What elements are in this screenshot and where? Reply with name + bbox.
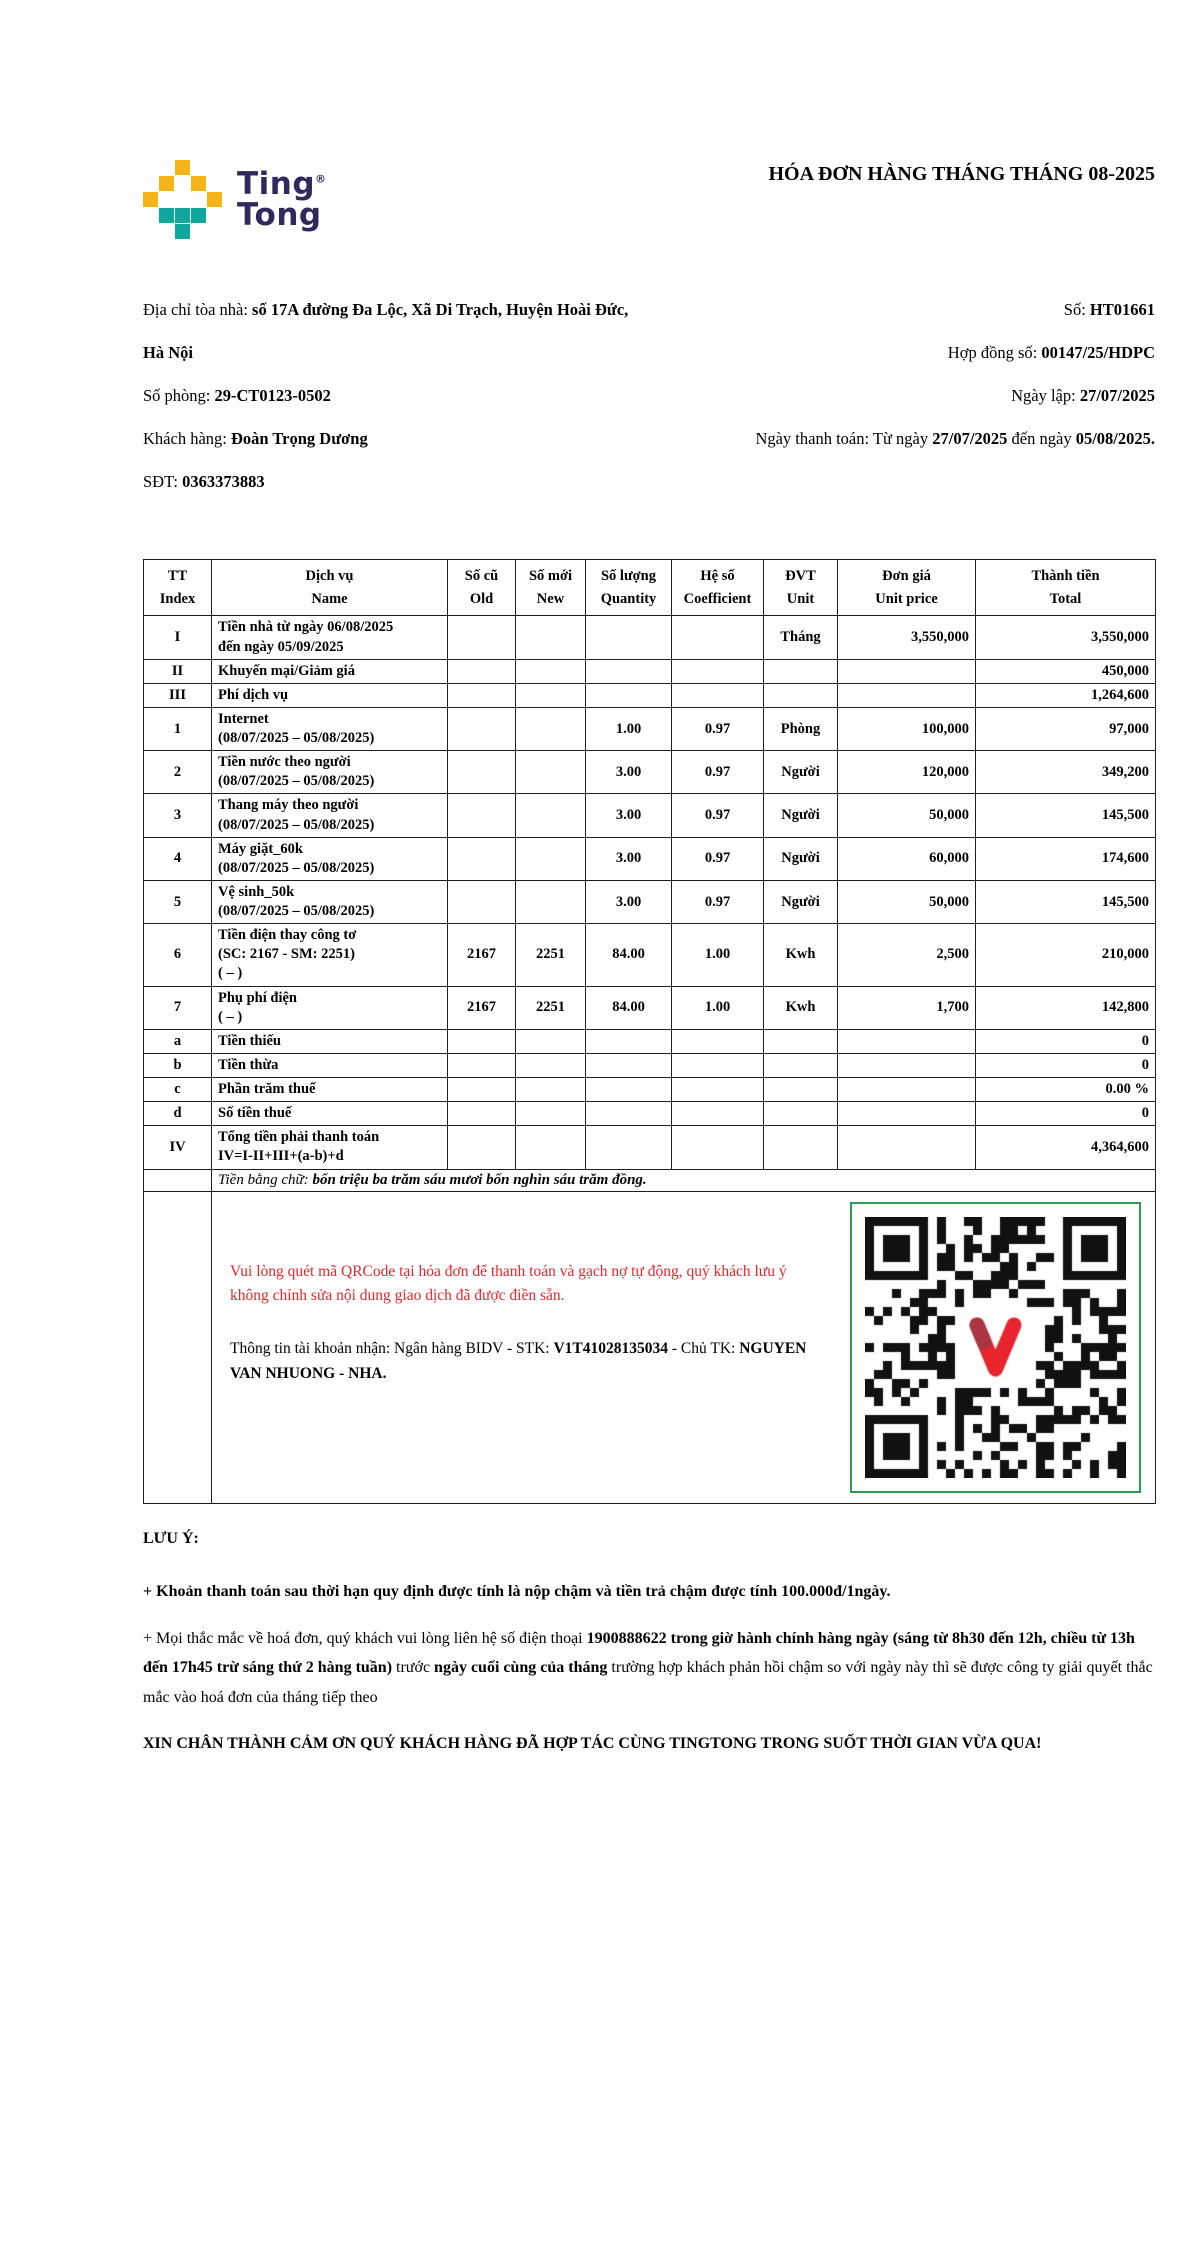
- cell-new: [516, 837, 586, 880]
- text-segment: Hợp đồng số:: [947, 342, 1042, 362]
- qr-code-box: [850, 1202, 1141, 1493]
- service-name-line: Tiền nước theo người: [218, 754, 351, 771]
- cell-coef: [672, 1126, 764, 1169]
- cell-price: [838, 1126, 976, 1169]
- text-segment: Đoàn Trọng Dương: [230, 428, 368, 448]
- cell-name: [212, 1102, 448, 1126]
- cell-tt: I: [144, 616, 212, 659]
- cell-coef: [672, 1078, 764, 1102]
- column-header-line: Số mới: [528, 568, 573, 585]
- service-name-line: Vệ sinh_50k: [218, 883, 295, 900]
- cell-unit: Kwh: [764, 924, 838, 986]
- text-segment: 05/08/2025.: [1075, 428, 1155, 448]
- invoice-table: [143, 559, 1156, 1503]
- cell-new: [516, 1053, 586, 1077]
- cell-unit: Người: [764, 880, 838, 923]
- cell-qty: 3.00: [586, 794, 672, 837]
- service-name-line: (08/07/2025 – 05/08/2025): [218, 730, 375, 747]
- cell-name: [212, 683, 448, 707]
- cell-new: [516, 794, 586, 837]
- cell-unit: [764, 683, 838, 707]
- column-header-0: [144, 560, 212, 616]
- info-left: [143, 289, 643, 503]
- payment-cell: [212, 1191, 1156, 1503]
- cell-unit: Kwh: [764, 986, 838, 1029]
- cell-qty: 3.00: [586, 880, 672, 923]
- cell-price: [838, 1029, 976, 1053]
- text-segment: 0363373883: [182, 471, 265, 491]
- column-header-line: Quantity: [600, 590, 657, 607]
- cell-price: 50,000: [838, 880, 976, 923]
- cell-unit: Người: [764, 837, 838, 880]
- table-row-c: [144, 1078, 1156, 1102]
- logo-pixel: [159, 208, 174, 223]
- text-segment: Ngày lập:: [1011, 385, 1080, 405]
- table-row-5: [144, 880, 1156, 923]
- note-thanks: XIN CHÂN THÀNH CẢM ƠN QUÝ KHÁCH HÀNG ĐÃ HỢP TÁC CÙNG TINGTONG TRONG SUỐT THỜI GIAN VỪA QUA!: [143, 1735, 1042, 1753]
- cell-qty: [586, 1053, 672, 1077]
- cell-new: [516, 1078, 586, 1102]
- header: [143, 150, 1155, 239]
- table-row-IV: [144, 1126, 1156, 1169]
- tingtong-logo-icon: [143, 160, 222, 239]
- payment-text: [230, 1202, 810, 1387]
- contract-number: [695, 332, 1155, 375]
- cell-tt: 7: [144, 986, 212, 1029]
- column-header-line: Unit price: [875, 590, 938, 607]
- logo-word-tong: Tong: [237, 196, 322, 233]
- cell-price: [838, 1053, 976, 1077]
- service-name-line: (08/07/2025 – 05/08/2025): [218, 816, 375, 833]
- building-address: [143, 289, 643, 375]
- cell-total: 0.00 %: [976, 1078, 1156, 1102]
- cell-unit: [764, 1053, 838, 1077]
- cell-old: [448, 707, 516, 750]
- cell-unit: Người: [764, 751, 838, 794]
- text-segment: 1900888622 trong giờ hành chính hàng ngày (sáng từ 8h30 đến 12h, chiều từ 13h đến 17h45 trừ sáng thứ 2 hàng tuần): [143, 1629, 1135, 1677]
- cell-qty: [586, 1102, 672, 1126]
- cell-tt-empty: [144, 1169, 212, 1191]
- service-name-line: ( – ): [218, 1008, 243, 1025]
- qr-row: [144, 1191, 1156, 1503]
- service-name-line: Tiền thiếu: [218, 1032, 281, 1049]
- cell-coef: [672, 659, 764, 683]
- logo-pixel: [175, 208, 190, 223]
- cell-name: [212, 1078, 448, 1102]
- cell-new: [516, 616, 586, 659]
- service-name-line: Phần trăm thuế: [218, 1081, 316, 1098]
- table-row-7: [144, 986, 1156, 1029]
- column-header-line: Unit: [786, 590, 815, 607]
- cell-old: [448, 1126, 516, 1169]
- payment-instruction: Vui lòng quét mã QRCode tại hóa đơn để thanh toán và gạch nợ tự động, quý khách lưu ý không chỉnh sửa nội dung giao dịch đã được điền sẵn.: [230, 1262, 787, 1305]
- service-name-line: Tổng tiền phải thanh toán: [218, 1129, 380, 1146]
- cell-coef: [672, 1053, 764, 1077]
- column-header-line: Index: [159, 590, 196, 607]
- cell-old: [448, 616, 516, 659]
- customer-phone: [143, 461, 643, 504]
- cell-old: [448, 683, 516, 707]
- text-segment: trước: [392, 1659, 435, 1677]
- invoice-number: [695, 289, 1155, 332]
- text-segment: đến ngày: [1007, 428, 1076, 448]
- table-body: [144, 616, 1156, 1169]
- text-segment: Khách hàng:: [143, 428, 231, 448]
- cell-price: 60,000: [838, 837, 976, 880]
- cell-unit: Người: [764, 794, 838, 837]
- text-segment: HT01661: [1089, 300, 1155, 319]
- cell-coef: 0.97: [672, 751, 764, 794]
- table-head: [144, 560, 1156, 616]
- column-header-line: Name: [311, 590, 348, 607]
- cell-total: 210,000: [976, 924, 1156, 986]
- service-name-line: (08/07/2025 – 05/08/2025): [218, 903, 375, 920]
- table-row-2: [144, 751, 1156, 794]
- table-row-3: [144, 794, 1156, 837]
- cell-coef: 0.97: [672, 794, 764, 837]
- service-name-line: Phụ phí điện: [218, 989, 297, 1006]
- cell-coef: [672, 1102, 764, 1126]
- cell-total: 142,800: [976, 986, 1156, 1029]
- cell-coef: [672, 616, 764, 659]
- cell-new: [516, 683, 586, 707]
- cell-new: 2251: [516, 924, 586, 986]
- cell-unit: [764, 659, 838, 683]
- column-header-line: TT: [167, 568, 188, 585]
- note-late-payment: + Khoản thanh toán sau thời hạn quy định được tính là nộp chậm và tiền trả chậm được tính 100.000đ/1ngày.: [143, 1583, 891, 1601]
- logo-pixel: [175, 224, 190, 239]
- text-segment: 29-CT0123-0502: [214, 385, 331, 405]
- cell-tt: a: [144, 1029, 212, 1053]
- room-number: [143, 375, 643, 418]
- cell-total: 4,364,600: [976, 1126, 1156, 1169]
- logo-pixel: [191, 208, 206, 223]
- cell-unit: Tháng: [764, 616, 838, 659]
- cell-tt: d: [144, 1102, 212, 1126]
- cell-coef: 0.97: [672, 880, 764, 923]
- cell-name: [212, 1126, 448, 1169]
- logo-pixel: [159, 176, 174, 191]
- cell-name: [212, 659, 448, 683]
- text-segment: SĐT:: [143, 471, 183, 491]
- text-segment: Ngày thanh toán: Từ ngày: [755, 428, 933, 448]
- text-segment: V1T41028135034: [553, 1340, 668, 1358]
- text-segment: + Mọi thắc mắc về hoá đơn, quý khách vui lòng liên hệ số điện thoại: [143, 1629, 587, 1647]
- cell-price: 120,000: [838, 751, 976, 794]
- service-name-line: IV=I-II+III+(a-b)+d: [218, 1148, 344, 1165]
- logo-pixel: [175, 160, 190, 175]
- table-foot: [144, 1169, 1156, 1503]
- column-header-line: Total: [1049, 590, 1082, 607]
- customer-name: [143, 418, 643, 461]
- column-header-3: [516, 560, 586, 616]
- column-header-6: [764, 560, 838, 616]
- text-segment: Thông tin tài khoản nhận: Ngân hàng BIDV - STK:: [230, 1340, 554, 1358]
- service-name-line: Khuyến mại/Giảm giá: [218, 662, 355, 679]
- cell-total: 97,000: [976, 707, 1156, 750]
- service-name-line: Máy giặt_60k: [218, 840, 303, 857]
- info-right: [695, 289, 1155, 503]
- text-segment: ngày cuối cùng của tháng: [434, 1659, 608, 1677]
- tingtong-logo-text: [237, 165, 327, 233]
- table-row-I: [144, 616, 1156, 659]
- footer-notes: [143, 1524, 1155, 1760]
- cell-name: [212, 986, 448, 1029]
- table-row-III: [144, 683, 1156, 707]
- cell-qty: [586, 683, 672, 707]
- cell-old: [448, 1102, 516, 1126]
- amount-in-words: [212, 1169, 1156, 1191]
- logo-pixel: [191, 176, 206, 191]
- cell-old: [448, 794, 516, 837]
- registered-mark: ®: [315, 172, 327, 186]
- cell-tt: 2: [144, 751, 212, 794]
- text-segment: 27/07/2025: [932, 428, 1008, 448]
- cell-coef: 1.00: [672, 986, 764, 1029]
- cell-total: 3,550,000: [976, 616, 1156, 659]
- cell-old: [448, 751, 516, 794]
- cell-tt: II: [144, 659, 212, 683]
- cell-old: [448, 659, 516, 683]
- notes-heading: LƯU Ý:: [143, 1529, 199, 1547]
- payment-qr-code: [865, 1217, 1126, 1478]
- cell-name: [212, 880, 448, 923]
- logo-pixel: [143, 192, 158, 207]
- invoice-info: [143, 289, 1155, 503]
- cell-qty: [586, 1078, 672, 1102]
- column-header-line: Số cũ: [464, 568, 499, 585]
- cell-price: 100,000: [838, 707, 976, 750]
- service-name-line: đến ngày 05/09/2025: [218, 638, 344, 655]
- cell-coef: 0.97: [672, 707, 764, 750]
- cell-old: [448, 837, 516, 880]
- service-name-line: (08/07/2025 – 05/08/2025): [218, 859, 375, 876]
- cell-new: [516, 707, 586, 750]
- column-header-line: Old: [469, 590, 494, 607]
- cell-coef: [672, 1029, 764, 1053]
- cell-unit: [764, 1029, 838, 1053]
- cell-qty: 3.00: [586, 837, 672, 880]
- cell-old: [448, 1029, 516, 1053]
- payment-layout: [218, 1194, 1149, 1501]
- service-name-line: Internet: [218, 710, 269, 727]
- column-header-line: Coefficient: [683, 590, 752, 607]
- cell-total: 0: [976, 1029, 1156, 1053]
- cell-tt: 6: [144, 924, 212, 986]
- column-header-line: Thành tiền: [1031, 568, 1100, 585]
- cell-price: [838, 659, 976, 683]
- cell-tt: 5: [144, 880, 212, 923]
- cell-qty: 3.00: [586, 751, 672, 794]
- column-header-line: Đơn giá: [882, 568, 931, 585]
- invoice-title: HÓA ĐƠN HÀNG THÁNG THÁNG 08-2025: [768, 163, 1155, 185]
- cell-name: [212, 794, 448, 837]
- cell-price: 2,500: [838, 924, 976, 986]
- text-segment: NGUYEN VAN NHUONG - NHA.: [230, 1340, 807, 1382]
- cell-name: [212, 616, 448, 659]
- text-segment: - Chủ TK:: [668, 1340, 740, 1358]
- cell-total: 450,000: [976, 659, 1156, 683]
- text-segment: Tiền bằng chữ:: [218, 1171, 313, 1188]
- cell-tt: III: [144, 683, 212, 707]
- cell-new: [516, 1029, 586, 1053]
- service-name-line: Tiền thừa: [218, 1056, 279, 1073]
- cell-unit: [764, 1078, 838, 1102]
- service-name-line: Tiền nhà từ ngày 06/08/2025: [218, 619, 394, 636]
- cell-new: [516, 751, 586, 794]
- service-name-line: ( – ): [218, 965, 243, 982]
- cell-unit: [764, 1126, 838, 1169]
- cell-new: [516, 1102, 586, 1126]
- column-header-line: New: [536, 590, 565, 607]
- service-name-line: Số tiền thuế: [218, 1105, 292, 1122]
- cell-new: 2251: [516, 986, 586, 1029]
- cell-name: [212, 707, 448, 750]
- cell-tt: IV: [144, 1126, 212, 1169]
- payment-period: [695, 418, 1155, 461]
- cell-price: 3,550,000: [838, 616, 976, 659]
- cell-qty: 1.00: [586, 707, 672, 750]
- column-header-line: Số lượng: [600, 568, 656, 585]
- cell-name: [212, 837, 448, 880]
- text-segment: Số:: [1063, 300, 1090, 319]
- text-segment: Địa chỉ tòa nhà:: [143, 300, 253, 319]
- cell-total: 145,500: [976, 880, 1156, 923]
- cell-unit: Phòng: [764, 707, 838, 750]
- cell-name: [212, 1053, 448, 1077]
- issue-date: [695, 375, 1155, 418]
- logo-pixel: [207, 192, 222, 207]
- column-header-5: [672, 560, 764, 616]
- table-row-d: [144, 1102, 1156, 1126]
- cell-coef: 0.97: [672, 837, 764, 880]
- table-row-II: [144, 659, 1156, 683]
- text-segment: bốn triệu ba trăm sáu mươi bốn nghìn sáu trăm đồng.: [312, 1171, 647, 1188]
- text-segment: số 17A đường Đa Lộc, Xã Di Trạch, Huyện Hoài Đức, Hà Nội: [143, 300, 629, 362]
- cell-tt: 4: [144, 837, 212, 880]
- column-header-line: ĐVT: [785, 568, 816, 585]
- cell-qty: [586, 1029, 672, 1053]
- table-header-row: [144, 560, 1156, 616]
- text-segment: Số phòng:: [143, 385, 215, 405]
- text-segment: 00147/25/HDPC: [1041, 342, 1155, 362]
- column-header-line: Dịch vụ: [305, 568, 354, 585]
- service-name-line: Tiền điện thay công tơ: [218, 927, 357, 944]
- column-header-2: [448, 560, 516, 616]
- note-contact: [143, 1624, 1155, 1713]
- cell-total: 0: [976, 1102, 1156, 1126]
- cell-price: [838, 683, 976, 707]
- cell-tt: c: [144, 1078, 212, 1102]
- cell-name: [212, 751, 448, 794]
- cell-total: 174,600: [976, 837, 1156, 880]
- cell-old: [448, 880, 516, 923]
- cell-new: [516, 659, 586, 683]
- cell-tt: b: [144, 1053, 212, 1077]
- cell-total: 0: [976, 1053, 1156, 1077]
- amount-in-words-row: [144, 1169, 1156, 1191]
- cell-name: [212, 1029, 448, 1053]
- cell-qty: [586, 659, 672, 683]
- cell-tt: 1: [144, 707, 212, 750]
- cell-qty: 84.00: [586, 924, 672, 986]
- cell-coef: 1.00: [672, 924, 764, 986]
- cell-qty: 84.00: [586, 986, 672, 1029]
- table-row-b: [144, 1053, 1156, 1077]
- column-header-4: [586, 560, 672, 616]
- text-segment: trường hợp khách phản hồi chậm so với ngày này thì sẽ được công ty giải quyết thắc mắc vào hoá đơn của tháng tiếp theo: [143, 1659, 1153, 1706]
- table-row-1: [144, 707, 1156, 750]
- service-name-line: Phí dịch vụ: [218, 686, 289, 703]
- cell-coef: [672, 683, 764, 707]
- service-name-line: (SC: 2167 - SM: 2251): [218, 946, 355, 963]
- table-row-4: [144, 837, 1156, 880]
- cell-price: 50,000: [838, 794, 976, 837]
- table-row-6: [144, 924, 1156, 986]
- cell-price: [838, 1078, 976, 1102]
- cell-name: [212, 924, 448, 986]
- cell-old: [448, 1053, 516, 1077]
- cell-total: 349,200: [976, 751, 1156, 794]
- cell-old: [448, 1078, 516, 1102]
- cell-new: [516, 1126, 586, 1169]
- column-header-line: Hệ số: [700, 568, 735, 585]
- column-header-8: [976, 560, 1156, 616]
- service-name-line: (08/07/2025 – 05/08/2025): [218, 773, 375, 790]
- cell-tt-empty: [144, 1191, 212, 1503]
- cell-total: 145,500: [976, 794, 1156, 837]
- cell-qty: [586, 1126, 672, 1169]
- cell-old: 2167: [448, 986, 516, 1029]
- cell-qty: [586, 616, 672, 659]
- logo-word-ting: Ting®: [237, 165, 327, 202]
- cell-price: [838, 1102, 976, 1126]
- account-info: [230, 1337, 810, 1387]
- column-header-7: [838, 560, 976, 616]
- cell-old: 2167: [448, 924, 516, 986]
- service-name-line: Thang máy theo người: [218, 797, 359, 814]
- cell-unit: [764, 1102, 838, 1126]
- cell-total: 1,264,600: [976, 683, 1156, 707]
- cell-price: 1,700: [838, 986, 976, 1029]
- cell-tt: 3: [144, 794, 212, 837]
- table-row-a: [144, 1029, 1156, 1053]
- text-segment: 27/07/2025: [1079, 385, 1155, 405]
- cell-new: [516, 880, 586, 923]
- column-header-1: [212, 560, 448, 616]
- tingtong-logo: [143, 160, 327, 239]
